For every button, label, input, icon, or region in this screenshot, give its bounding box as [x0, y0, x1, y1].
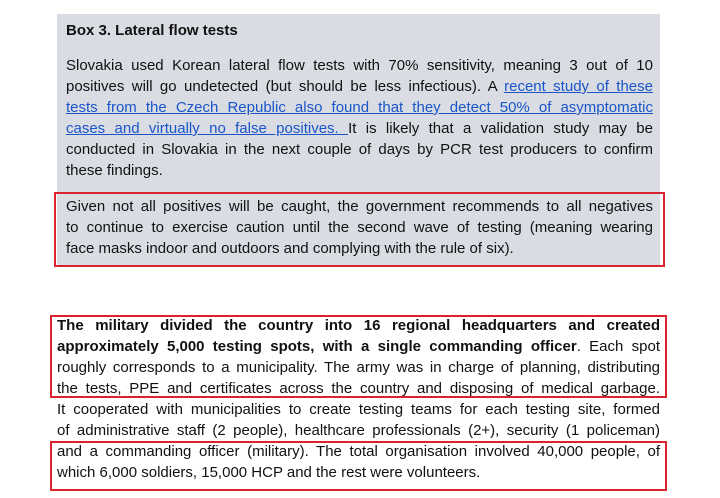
box-p1-line-6: these findings.: [66, 162, 163, 179]
box-p1-line-4: [66, 118, 653, 139]
body-line-2-text: . Each spot: [576, 338, 660, 355]
box-title: Box 3. Lateral flow tests: [66, 22, 238, 39]
body-line-2: [57, 336, 660, 357]
box-p2-line-2: to continue to exercise caution until the second wave of testing (meaning wearing: [66, 219, 653, 236]
body-line-8: which 6,000 soldiers, 15,000 HCP and the rest were volunteers.: [57, 464, 481, 481]
body-line-2-bold: approximately 5,000 testing spots, with a single commanding officer: [57, 338, 577, 355]
body-line-5: It cooperated with municipalities to create testing teams for each testing site, formed: [57, 401, 660, 418]
box-p2-line-1: Given not all positives will be caught, the government recommends to all negatives: [66, 198, 653, 215]
box-p1-line-5: conducted in Slovakia in the next couple of days by PCR test producers to confirm: [66, 141, 653, 158]
box-paragraph-1: [66, 55, 653, 181]
box-p2-line-3: face masks indoor and outdoors and complying with the rule of six).: [66, 240, 514, 257]
box-p1-line-2-text: positives will go undetected (but should be less infectious). A: [66, 78, 505, 95]
box-p1-line-3: [66, 97, 653, 118]
body-paragraph: [57, 315, 660, 483]
box-p1-line-4-text: It is likely that a validation study may be: [348, 120, 653, 137]
body-line-3: roughly corresponds to a municipality. The army was in charge of planning, distributing: [57, 359, 660, 376]
body-line-1: The military divided the country into 16 regional headquarters and created: [57, 317, 660, 334]
box-paragraph-2: [66, 196, 653, 259]
study-link-part-1[interactable]: recent study of these: [504, 78, 653, 95]
box-p1-line-2: [66, 76, 653, 97]
study-link-part-2[interactable]: tests from the Czech Republic also found that they detect 50% of asymptomatic: [66, 99, 653, 116]
body-line-7: and a commanding officer (military). The total organisation involved 40,000 people, of: [57, 443, 660, 460]
study-link-part-3[interactable]: cases and virtually no false positives.: [66, 120, 349, 137]
body-line-4: the tests, PPE and certificates across the country and disposing of medical garbage.: [57, 380, 660, 397]
box-p1-line-1: Slovakia used Korean lateral flow tests with 70% sensitivity, meaning 3 out of 10: [66, 57, 653, 74]
body-line-6: of administrative staff (2 people), healthcare professionals (2+), security (1 policeman): [57, 422, 660, 439]
